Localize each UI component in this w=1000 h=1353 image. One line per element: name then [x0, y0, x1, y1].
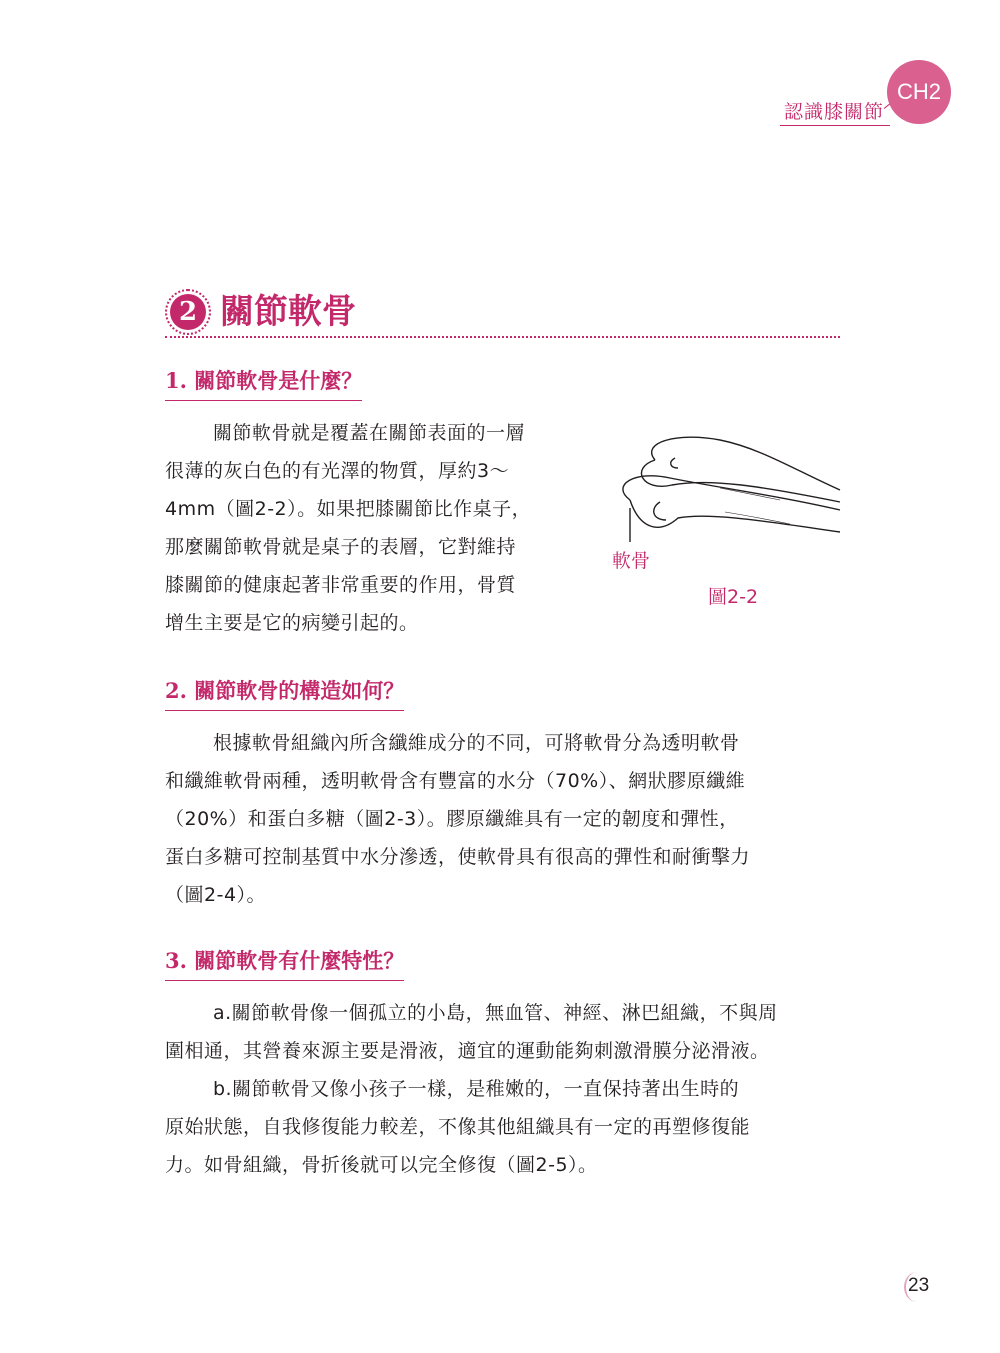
q2-line-1: 根據軟骨組織內所含纖維成分的不同，可將軟骨分為透明軟骨 — [213, 732, 740, 754]
q1-line-6: 增生主要是它的病變引起的。 — [165, 612, 419, 634]
section-number: 2 — [170, 294, 206, 330]
q2-line-3: （20%）和蛋白多糖（圖2-3）。膠原纖維具有一定的韌度和彈性， — [165, 808, 739, 830]
question-2-body — [165, 724, 750, 914]
figure-label-cartilage: 軟骨 — [612, 550, 651, 572]
q3-line-1: a.關節軟骨像一個孤立的小島，無血管、神經、淋巴組織，不與周 — [213, 1002, 778, 1024]
q3-line-5: 力。如骨組織，骨折後就可以完全修復（圖2-5）。 — [165, 1154, 598, 1176]
q3-line-4: 原始狀態，自我修復能力較差，不像其他組織具有一定的再塑修復能 — [165, 1116, 751, 1138]
section-number-badge — [165, 289, 211, 335]
page-number: 23 — [908, 1275, 930, 1296]
q3-line-3: b.關節軟骨又像小孩子一樣，是稚嫩的，一直保持著出生時的 — [213, 1078, 740, 1100]
chapter-badge: CH2 — [887, 60, 951, 124]
q1-line-5: 膝關節的健康起著非常重要的作用，骨質 — [165, 574, 517, 596]
figure-caption: 圖2-2 — [708, 586, 759, 608]
q2-line-5: （圖2-4）。 — [165, 884, 267, 906]
q2-line-4: 蛋白多糖可控制基質中水分滲透，使軟骨具有很高的彈性和耐衝擊力 — [165, 846, 751, 868]
q1-line-1: 關節軟骨就是覆蓋在關節表面的一層 — [213, 422, 526, 444]
section-divider — [165, 336, 840, 338]
q1-line-4: 那麼關節軟骨就是桌子的表層，它對維持 — [165, 536, 517, 558]
q1-line-3: 4mm（圖2-2）。如果把膝關節比作桌子， — [165, 498, 532, 520]
question-1-title: 1. 關節軟骨是什麼？ — [165, 366, 362, 401]
q2-line-2: 和纖維軟骨兩種，透明軟骨含有豐富的水分（70%）、網狀膠原纖維 — [165, 770, 746, 792]
question-3-title: 3. 關節軟骨有什麼特性？ — [165, 946, 404, 981]
question-2-title: 2. 關節軟骨的構造如何？ — [165, 676, 404, 711]
question-1-body — [165, 414, 531, 642]
q1-line-2: 很薄的灰白色的有光澤的物質，厚約3～ — [165, 460, 510, 482]
q3-line-2: 圍相通，其營養來源主要是滑液，適宜的運動能夠刺激滑膜分泌滑液。 — [165, 1040, 770, 1062]
header-underline — [780, 125, 890, 126]
chapter-title: 認識膝關節 — [783, 101, 884, 123]
section-title: 關節軟骨 — [220, 292, 356, 332]
question-3-body — [165, 994, 778, 1184]
section-heading — [165, 287, 840, 339]
